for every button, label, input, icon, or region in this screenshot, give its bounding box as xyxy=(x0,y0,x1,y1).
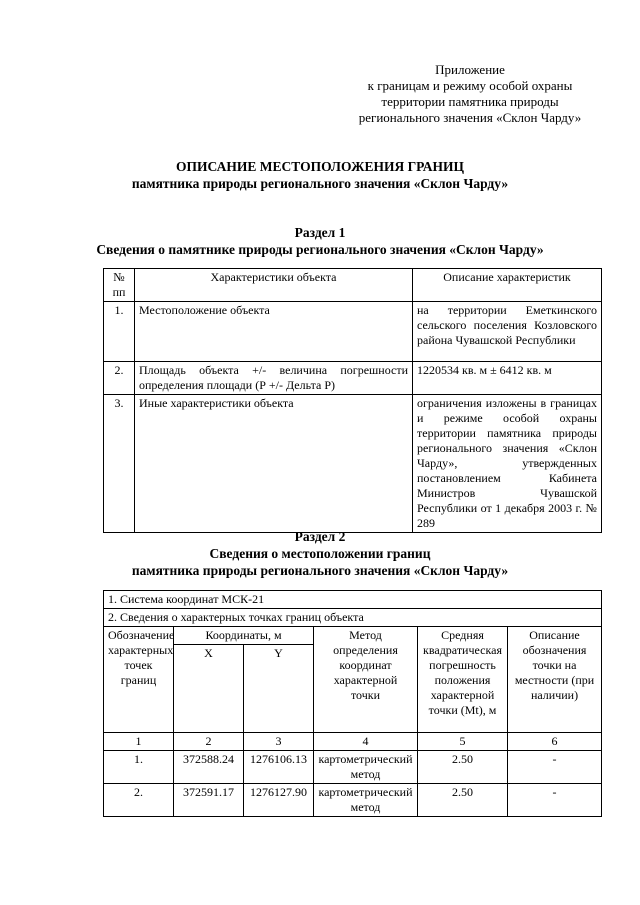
table-header-row xyxy=(104,269,602,302)
annex-line-3: территории памятника природы xyxy=(381,94,559,109)
point-num: 1. xyxy=(104,751,174,784)
point-y: 1276127.90 xyxy=(244,784,314,817)
point-method: картометрический метод xyxy=(314,751,418,784)
point-method: картометрический метод xyxy=(314,784,418,817)
point-num: 2. xyxy=(104,784,174,817)
section2-title xyxy=(0,528,640,579)
header-characteristic: Характеристики объекта xyxy=(135,269,413,302)
annex-line-2: к границам и режиму особой охраны xyxy=(367,78,573,93)
header-method: Метод определения координат характерной точки xyxy=(314,627,418,733)
annex-line-4: регионального значения «Склон Чарду» xyxy=(358,110,582,125)
section2-subheading-2: памятника природы регионального значения «Склон Чарду» xyxy=(131,563,509,578)
row-characteristic: Местоположение объекта xyxy=(135,302,413,362)
points-info-row xyxy=(104,609,602,627)
header-designation: Обозначение характерных точек границ xyxy=(104,627,174,733)
section2-heading: Раздел 2 xyxy=(294,529,346,544)
table-header-row xyxy=(104,627,602,645)
coord-system-row xyxy=(104,591,602,609)
table-row xyxy=(104,395,602,533)
coord-system: 1. Система координат МСК-21 xyxy=(104,591,602,609)
table-row xyxy=(104,302,602,362)
annex-line-1: Приложение xyxy=(435,62,505,77)
col-number: 1 xyxy=(104,733,174,751)
document-title xyxy=(0,158,640,192)
row-num: 2. xyxy=(104,362,135,395)
point-error: 2.50 xyxy=(418,784,508,817)
point-desc: - xyxy=(508,784,602,817)
col-number: 5 xyxy=(418,733,508,751)
row-description: на территории Еметкинского сельского поселения Козловского района Чувашской Республики xyxy=(413,302,602,362)
row-num: 1. xyxy=(104,302,135,362)
col-number: 6 xyxy=(508,733,602,751)
section1-title xyxy=(0,224,640,258)
section2-table xyxy=(103,590,602,817)
row-characteristic: Иные характеристики объекта xyxy=(135,395,413,533)
section1-table xyxy=(103,268,602,533)
col-number: 4 xyxy=(314,733,418,751)
point-y: 1276106.13 xyxy=(244,751,314,784)
header-coordinates: Координаты, м xyxy=(174,627,314,645)
row-num: 3. xyxy=(104,395,135,533)
point-desc: - xyxy=(508,751,602,784)
col-number: 2 xyxy=(174,733,244,751)
section1-subheading: Сведения о памятнике природы регионального значения «Склон Чарду» xyxy=(96,242,544,257)
header-description: Описание обозначения точки на местности (при наличии) xyxy=(508,627,602,733)
title-main: ОПИСАНИЕ МЕСТОПОЛОЖЕНИЯ ГРАНИЦ xyxy=(176,159,464,174)
col-number: 3 xyxy=(244,733,314,751)
column-number-row xyxy=(104,733,602,751)
row-description: ограничения изложены в границах и режиме особой охраны территории памятника природы регионального значения «Склон Чарду», утвержденных постановлением Кабинета Министров Чувашской Республики от 1 декабря 2003 г. № 289 xyxy=(413,395,602,533)
header-x: X xyxy=(174,645,244,733)
header-description: Описание характеристик xyxy=(413,269,602,302)
table-row xyxy=(104,362,602,395)
header-error: Средняя квадратическая погрешность положения характерной точки (Mt), м xyxy=(418,627,508,733)
table-row xyxy=(104,751,602,784)
section1-heading: Раздел 1 xyxy=(294,225,346,240)
header-num: № пп xyxy=(104,269,135,302)
section2-subheading-1: Сведения о местоположении границ xyxy=(209,546,431,561)
point-error: 2.50 xyxy=(418,751,508,784)
annex-note xyxy=(330,62,610,126)
point-x: 372588.24 xyxy=(174,751,244,784)
header-y: Y xyxy=(244,645,314,733)
table-row xyxy=(104,784,602,817)
row-characteristic: Площадь объекта +/- величина погрешности определения площади (Р +/- Дельта Р) xyxy=(135,362,413,395)
points-info: 2. Сведения о характерных точках границ объекта xyxy=(104,609,602,627)
point-x: 372591.17 xyxy=(174,784,244,817)
row-description: 1220534 кв. м ± 6412 кв. м xyxy=(413,362,602,395)
title-sub: памятника природы регионального значения «Склон Чарду» xyxy=(131,176,509,191)
